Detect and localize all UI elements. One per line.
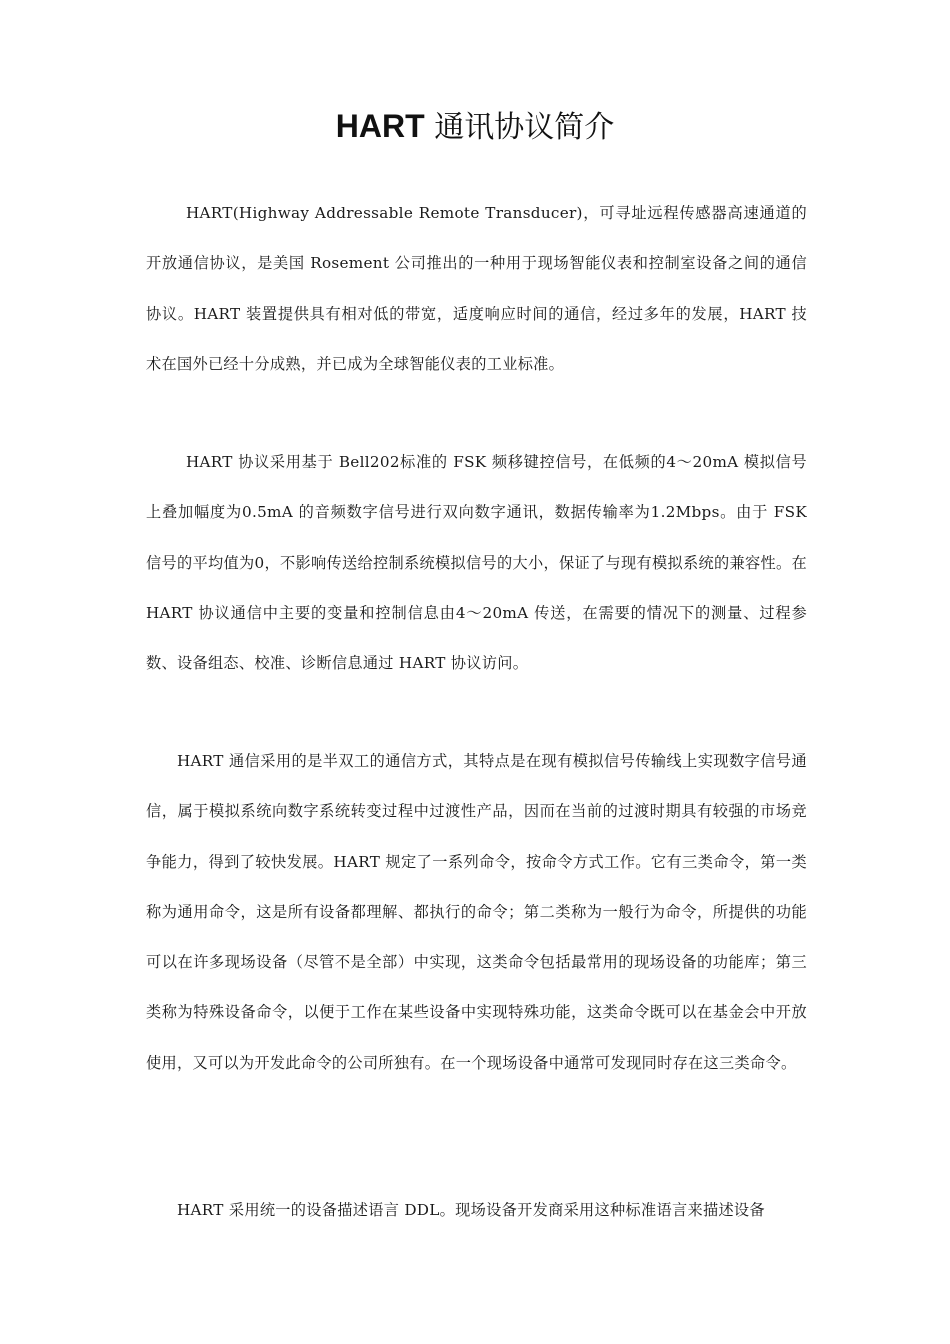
title-chinese-part: 通讯协议简介 bbox=[424, 110, 615, 145]
paragraph-intro: HART(Highway Addressable Remote Transducer)，可寻址远程传感器高速通道的开放通信协议，是美国 Rosement 公司推出的一种用于现场智能仪表和控制室设备之间的通信协议。HART 装置提供具有相对低的带宽，适度响应时间的通信，经过多年的发展，HART 技术在国外已经十分成熟，并已成为全球智能仪表的工业标准。 bbox=[146, 204, 807, 373]
page-title bbox=[0, 104, 950, 150]
paragraph-fsk-signal: HART 协议采用基于 Bell202标准的 FSK 频移键控信号，在低频的4～20mA 模拟信号上叠加幅度为0.5mA 的音频数字信号进行双向数字通讯，数据传输率为1.2Mbps。由于 FSK 信号的平均值为0，不影响传送给控制系统模拟信号的大小，保证了与现有模拟系统的兼容性。在 HART 协议通信中主要的变量和控制信息由4～20mA 传送，在需要的情况下的测量、过程参数、设备组态、校准、诊断信息通过 HART 协议访问。 bbox=[146, 453, 807, 673]
paragraph-ddl: HART 采用统一的设备描述语言 DDL。现场设备开发商采用这种标准语言来描述设备 bbox=[177, 1201, 765, 1219]
paragraph-command-types: HART 通信采用的是半双工的通信方式，其特点是在现有模拟信号传输线上实现数字信号通信，属于模拟系统向数字系统转变过程中过渡性产品，因而在当前的过渡时期具有较强的市场竞争能力，得到了较快发展。HART 规定了一系列命令，按命令方式工作。它有三类命令，第一类称为通用命令，这是所有设备都理解、都执行的命令；第二类称为一般行为命令，所提供的功能可以在许多现场设备（尽管不是全部）中实现，这类命令包括最常用的现场设备的功能库；第三类称为特殊设备命令，以便于工作在某些设备中实现特殊功能，这类命令既可以在基金会中开放使用，又可以为开发此命令的公司所独有。在一个现场设备中通常可发现同时存在这三类命令。 bbox=[146, 752, 808, 1072]
title-latin-part: HART bbox=[335, 108, 425, 144]
